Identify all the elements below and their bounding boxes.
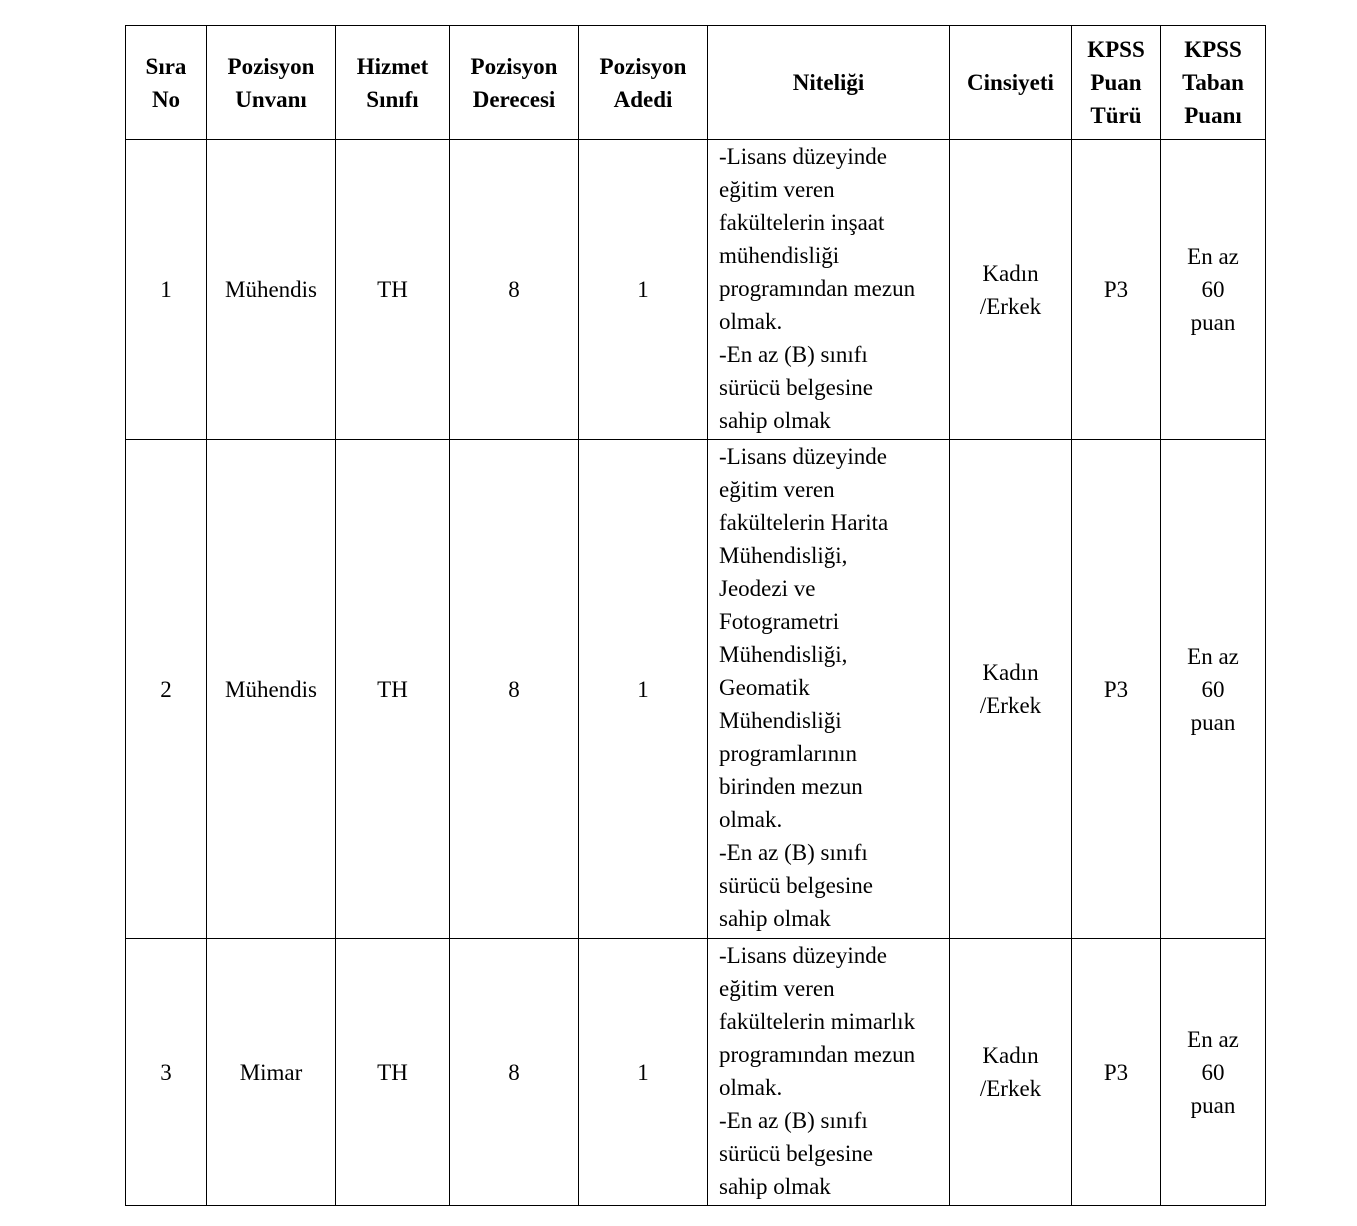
- cell-service-class: TH: [336, 939, 450, 1206]
- header-pozisyon-unvani: Pozisyon Unvanı: [207, 26, 336, 140]
- cell-qualification: -Lisans düzeyinde eğitim veren fakültelerin inşaat mühendisliği programından mezun olmak. -En az (B) sınıfı sürücü belgesine sahip olmak: [708, 140, 950, 440]
- cell-no: 1: [126, 140, 207, 440]
- cell-count: 1: [579, 939, 708, 1206]
- header-cinsiyeti: Cinsiyeti: [950, 26, 1072, 140]
- header-hizmet-sinifi: Hizmet Sınıfı: [336, 26, 450, 140]
- cell-kpss-type: P3: [1072, 440, 1161, 939]
- cell-kpss-min: En az 60 puan: [1161, 939, 1266, 1206]
- cell-title: Mühendis: [207, 440, 336, 939]
- cell-count: 1: [579, 140, 708, 440]
- cell-title: Mimar: [207, 939, 336, 1206]
- header-kpss-taban-puani: KPSS Taban Puanı: [1161, 26, 1266, 140]
- cell-gender: Kadın /Erkek: [950, 939, 1072, 1206]
- cell-service-class: TH: [336, 140, 450, 440]
- cell-no: 2: [126, 440, 207, 939]
- header-pozisyon-derecesi: Pozisyon Derecesi: [450, 26, 579, 140]
- cell-count: 1: [579, 440, 708, 939]
- header-sira-no: Sıra No: [126, 26, 207, 140]
- table-row: [126, 140, 1266, 440]
- header-kpss-puan-turu: KPSS Puan Türü: [1072, 26, 1161, 140]
- header-niteligi: Niteliği: [708, 26, 950, 140]
- cell-degree: 8: [450, 939, 579, 1206]
- cell-degree: 8: [450, 140, 579, 440]
- positions-table: [125, 25, 1266, 1206]
- cell-kpss-min: En az 60 puan: [1161, 140, 1266, 440]
- cell-gender: Kadın /Erkek: [950, 140, 1072, 440]
- header-pozisyon-adedi: Pozisyon Adedi: [579, 26, 708, 140]
- cell-kpss-type: P3: [1072, 140, 1161, 440]
- cell-kpss-type: P3: [1072, 939, 1161, 1206]
- cell-title: Mühendis: [207, 140, 336, 440]
- cell-degree: 8: [450, 440, 579, 939]
- cell-qualification: -Lisans düzeyinde eğitim veren fakültelerin Harita Mühendisliği, Jeodezi ve Fotogrametri Mühendisliği, Geomatik Mühendisliği programlarının birinden mezun olmak. -En az (B) sınıfı sürücü belgesine sahip olmak: [708, 440, 950, 939]
- header-row: [126, 26, 1266, 140]
- cell-qualification: -Lisans düzeyinde eğitim veren fakültelerin mimarlık programından mezun olmak. -En az (B) sınıfı sürücü belgesine sahip olmak: [708, 939, 950, 1206]
- cell-service-class: TH: [336, 440, 450, 939]
- cell-no: 3: [126, 939, 207, 1206]
- table-row: [126, 939, 1266, 1206]
- cell-kpss-min: En az 60 puan: [1161, 440, 1266, 939]
- cell-gender: Kadın /Erkek: [950, 440, 1072, 939]
- table-row: [126, 440, 1266, 939]
